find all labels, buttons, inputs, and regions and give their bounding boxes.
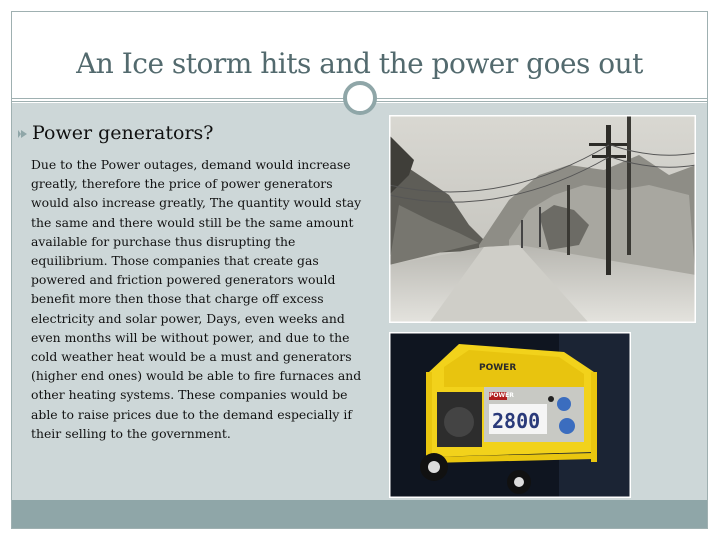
- arrow-bullet-icon: [17, 128, 29, 140]
- generator-decal: POWER: [479, 363, 517, 373]
- footer-bar: [12, 500, 707, 528]
- generator-photo: [389, 332, 631, 498]
- generator-illustration: [389, 332, 631, 498]
- ice-storm-illustration: [389, 115, 696, 323]
- ice-storm-photo: [389, 115, 696, 323]
- divider-ring-icon: [343, 81, 377, 115]
- generator-brand: POWER: [489, 392, 514, 399]
- section-heading: Power generators?: [32, 122, 214, 144]
- generator-model-number: 2800: [492, 409, 541, 433]
- slide-title: An Ice storm hits and the power goes out: [76, 47, 643, 80]
- body-paragraph: Due to the Power outages, demand would increase greatly, therefore the price of power generators would also increase greatly, The quantity would stay the same and there would still be the same amount available for purchase thus disrupting the equilibrium. Those companies that create gas powered and friction powered generators would benefit more then those that charge off excess electricity and solar power, Days, even weeks and even months will be without power, and due to the cold weather heat would be a must and generators (higher end ones) would be able to fire furnaces and other heating systems. These companies would be able to raise prices due to the demand especially if their selling to the government.: [31, 157, 362, 441]
